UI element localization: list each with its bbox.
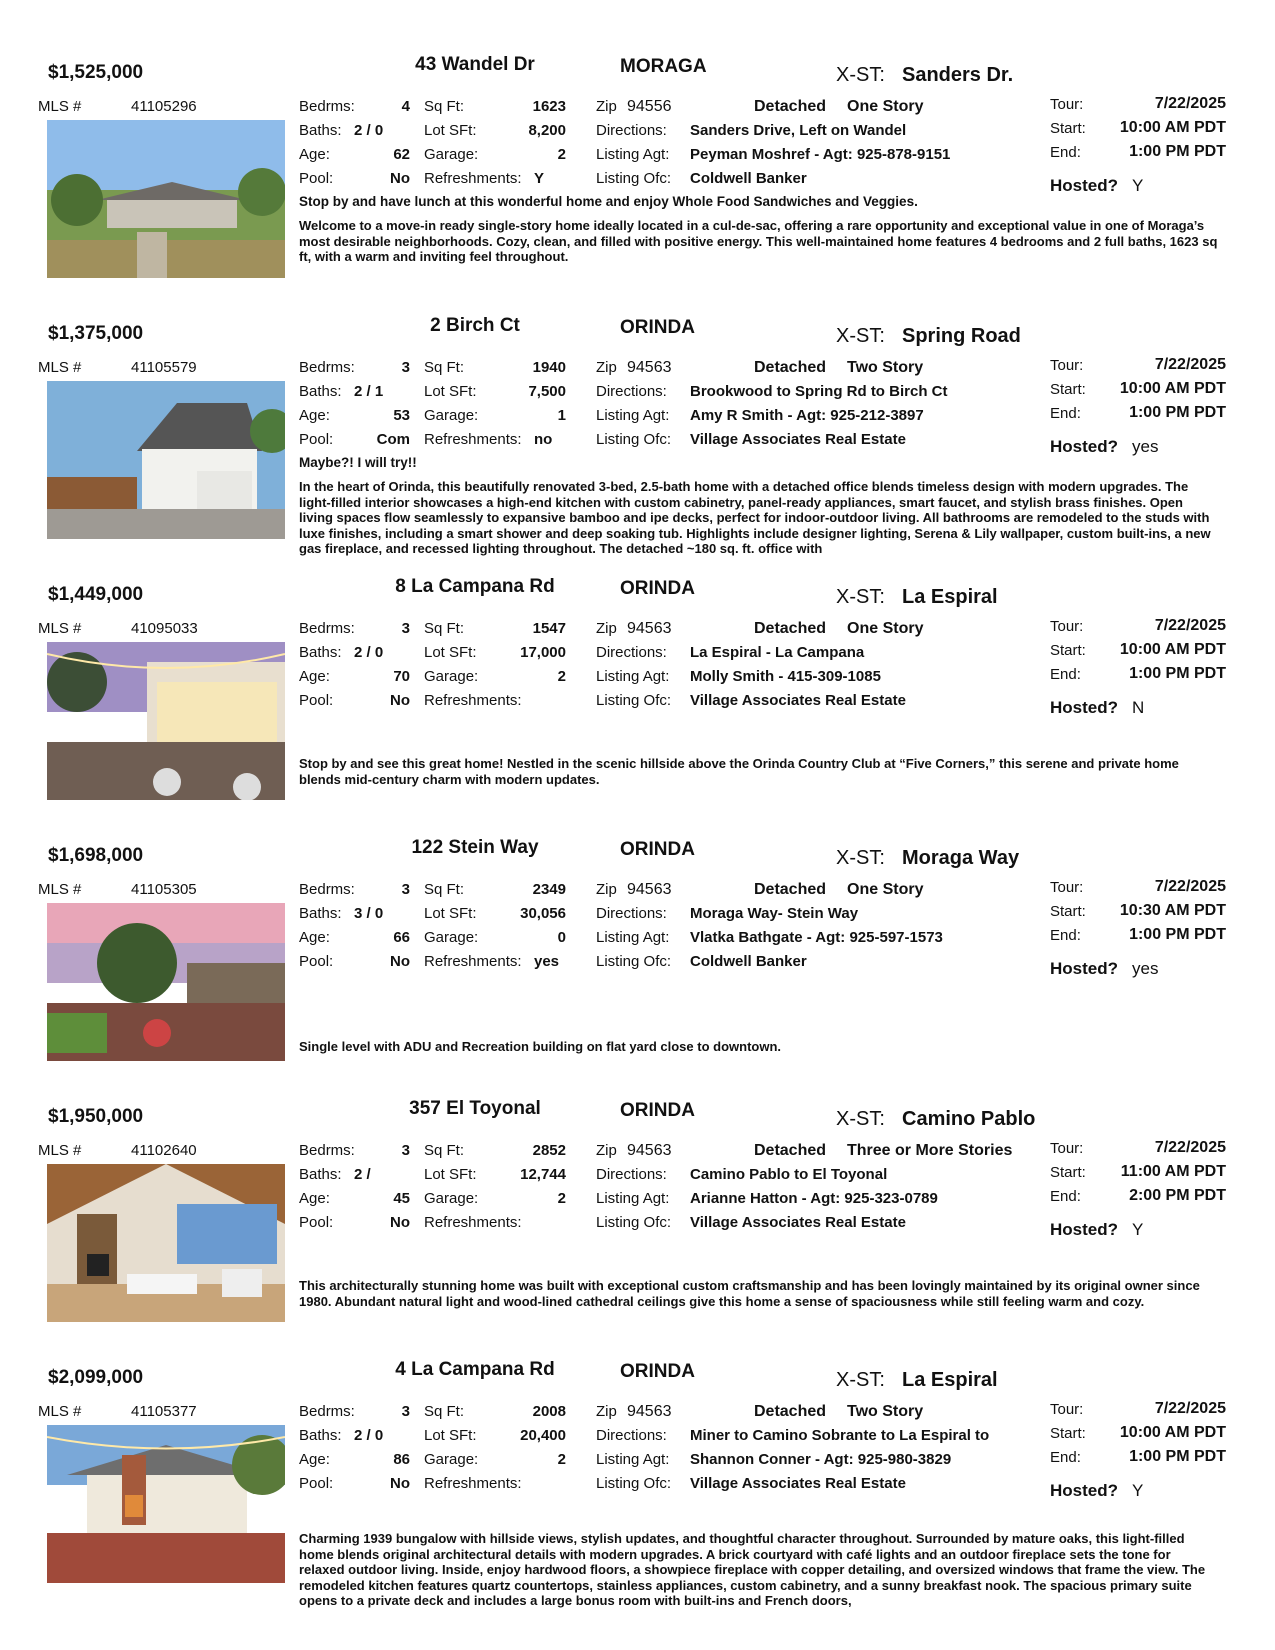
listing-description: Welcome to a move-in ready single-story home ideally located in a cul-de-sac, offering a rare opportunity and exceptional value in one of Moraga’s most desirable neighborhoods. Cozy, clean, and filled with positive energy. This well-maintained home features 4 bedrooms and 2 full baths, 1623 sq ft, with a warm and inviting feel throughout. (299, 218, 1218, 264)
cross-street-label: X-ST: (836, 1108, 885, 1130)
mls-number[interactable]: 41105579 (131, 359, 197, 376)
bedrooms-label: Bedrms: (299, 1403, 355, 1420)
hosted-value: yes (1132, 437, 1159, 456)
cross-street-label: X-ST: (836, 325, 885, 347)
sqft-label: Sq Ft: (424, 98, 465, 115)
tour-end: 1:00 PM PDT (1129, 404, 1226, 421)
lot-value: 17,000 (520, 644, 566, 661)
garage-label: Garage: (424, 668, 479, 685)
property-type: Detached (754, 881, 827, 898)
hosted-label: Hosted? (1050, 959, 1118, 978)
bedrooms-label: Bedrms: (299, 359, 355, 376)
tour-date: 7/22/2025 (1154, 878, 1226, 895)
listing-city: ORINDA (620, 317, 695, 338)
listing-address[interactable]: 43 Wandel Dr (415, 54, 535, 75)
lot-label: Lot SFt: (424, 1166, 477, 1183)
start-label: Start: (1050, 1425, 1086, 1442)
directions-value: La Espiral - La Campana (690, 644, 865, 661)
garage-label: Garage: (424, 407, 479, 424)
listing-photo[interactable] (47, 642, 285, 800)
age-label: Age: (299, 146, 330, 163)
baths-label: Baths: (299, 905, 342, 922)
tour-end: 1:00 PM PDT (1129, 143, 1226, 160)
baths-label: Baths: (299, 1166, 342, 1183)
stories: Three or More Stories (847, 1142, 1013, 1159)
bedrooms-value: 3 (401, 620, 410, 637)
stories: One Story (847, 620, 924, 637)
listing-photo[interactable] (47, 1164, 285, 1322)
cross-street-value: Sanders Dr. (902, 64, 1014, 86)
listing-photo[interactable] (47, 903, 285, 1061)
hosted-label: Hosted? (1050, 1220, 1118, 1239)
pool-label: Pool: (299, 692, 334, 709)
pool-value: No (390, 1214, 410, 1231)
lot-value: 7,500 (528, 383, 566, 400)
zip-label: Zip (596, 881, 617, 898)
agent-value[interactable]: Molly Smith - 415-309-1085 (690, 668, 881, 685)
pool-value: Com (376, 431, 410, 448)
sqft-label: Sq Ft: (424, 620, 465, 637)
mls-number[interactable]: 41095033 (131, 620, 198, 637)
office-value: Village Associates Real Estate (690, 1475, 906, 1492)
stories: One Story (847, 98, 924, 115)
tour-start: 10:00 AM PDT (1119, 119, 1226, 136)
hosted-value: yes (1132, 959, 1159, 978)
cross-street-value: Spring Road (902, 325, 1021, 347)
agent-value[interactable]: Arianne Hatton - Agt: 925-323-0789 (690, 1190, 938, 1207)
listing-address[interactable]: 4 La Campana Rd (395, 1359, 555, 1380)
pool-label: Pool: (299, 953, 334, 970)
zip-label: Zip (596, 1403, 617, 1420)
sqft-label: Sq Ft: (424, 881, 465, 898)
end-label: End: (1050, 927, 1081, 944)
sqft-value: 1940 (532, 359, 566, 376)
listing-card (0, 1353, 1275, 1611)
stories: One Story (847, 881, 924, 898)
cross-street-value: Moraga Way (902, 847, 1020, 869)
sqft-label: Sq Ft: (424, 1142, 465, 1159)
directions-value: Brookwood to Spring Rd to Birch Ct (690, 383, 948, 400)
property-type: Detached (754, 359, 827, 376)
office-label: Listing Ofc: (596, 1475, 672, 1492)
end-label: End: (1050, 1188, 1081, 1205)
hosted-label: Hosted? (1050, 1481, 1118, 1500)
age-value: 53 (393, 407, 410, 424)
garage-value: 2 (557, 1190, 566, 1207)
office-label: Listing Ofc: (596, 692, 672, 709)
age-value: 86 (393, 1451, 410, 1468)
directions-value: Miner to Camino Sobrante to La Espiral to (690, 1427, 990, 1444)
hosted-value: Y (1132, 176, 1144, 195)
garage-label: Garage: (424, 929, 479, 946)
refreshments-label: Refreshments: (424, 692, 522, 709)
listing-description: This architecturally stunning home was built with exceptional custom craftsmanship and has been lovingly maintained by its original owner since 1980. Abundant natural light and wood-lined cathedral ceilings give this home a sense of spaciousness while still feeling warm and cozy. (299, 1278, 1200, 1309)
age-value: 66 (393, 929, 410, 946)
start-label: Start: (1050, 903, 1086, 920)
directions-value: Camino Pablo to El Toyonal (690, 1166, 888, 1183)
agent-label: Listing Agt: (596, 407, 670, 424)
agent-value[interactable]: Vlatka Bathgate - Agt: 925-597-1573 (690, 929, 943, 946)
hosted-value: Y (1132, 1220, 1144, 1239)
age-value: 62 (393, 146, 410, 163)
refreshments-label: Refreshments: (424, 431, 522, 448)
zip-label: Zip (596, 620, 617, 637)
tour-end: 2:00 PM PDT (1129, 1187, 1226, 1204)
tour-start: 10:00 AM PDT (1119, 380, 1226, 397)
age-label: Age: (299, 1451, 330, 1468)
garage-value: 2 (557, 146, 566, 163)
property-type: Detached (754, 1142, 827, 1159)
tour-label: Tour: (1050, 96, 1084, 113)
zip-label: Zip (596, 98, 617, 115)
listing-price: $1,375,000 (48, 323, 144, 344)
listing-price: $1,698,000 (48, 845, 144, 866)
tour-date: 7/22/2025 (1154, 356, 1226, 373)
hosted-label: Hosted? (1050, 698, 1118, 717)
refreshments-label: Refreshments: (424, 953, 522, 970)
tour-end: 1:00 PM PDT (1129, 926, 1226, 943)
listing-city: ORINDA (620, 839, 695, 860)
end-label: End: (1050, 1449, 1081, 1466)
refreshments-value: yes (534, 953, 560, 970)
listing-card (0, 831, 1275, 1089)
listing-remark: Stop by and have lunch at this wonderful home and enjoy Whole Food Sandwiches and Veggies. (299, 194, 918, 209)
start-label: Start: (1050, 120, 1086, 137)
end-label: End: (1050, 405, 1081, 422)
directions-label: Directions: (596, 1427, 667, 1444)
lot-value: 8,200 (528, 122, 566, 139)
age-label: Age: (299, 668, 330, 685)
listing-city: ORINDA (620, 1100, 695, 1121)
garage-label: Garage: (424, 1451, 479, 1468)
pool-label: Pool: (299, 1475, 334, 1492)
zip-value: 94563 (627, 359, 672, 376)
listing-card (0, 570, 1275, 828)
listing-address[interactable]: 122 Stein Way (411, 837, 539, 858)
agent-label: Listing Agt: (596, 1451, 670, 1468)
directions-value: Moraga Way- Stein Way (690, 905, 859, 922)
mls-label: MLS # (38, 881, 82, 898)
listing-card (0, 1092, 1275, 1350)
baths-value: 2 / (354, 1166, 371, 1183)
age-label: Age: (299, 1190, 330, 1207)
tour-label: Tour: (1050, 357, 1084, 374)
zip-label: Zip (596, 359, 617, 376)
sqft-value: 2852 (532, 1142, 566, 1159)
cross-street-value: Camino Pablo (902, 1108, 1036, 1130)
zip-value: 94563 (627, 1403, 672, 1420)
bedrooms-value: 3 (401, 1403, 410, 1420)
lot-label: Lot SFt: (424, 1427, 477, 1444)
age-value: 70 (393, 668, 410, 685)
baths-value: 2 / 0 (354, 1427, 384, 1444)
office-value: Village Associates Real Estate (690, 692, 906, 709)
mls-number[interactable]: 41105305 (131, 881, 197, 898)
property-type: Detached (754, 1403, 827, 1420)
lot-label: Lot SFt: (424, 122, 477, 139)
cross-street-label: X-ST: (836, 1369, 885, 1391)
office-label: Listing Ofc: (596, 431, 672, 448)
lot-value: 20,400 (520, 1427, 566, 1444)
directions-label: Directions: (596, 644, 667, 661)
listing-photo[interactable] (47, 381, 285, 539)
agent-label: Listing Agt: (596, 929, 670, 946)
listing-photo[interactable] (47, 120, 285, 278)
mls-label: MLS # (38, 359, 82, 376)
mls-label: MLS # (38, 1142, 82, 1159)
directions-label: Directions: (596, 383, 667, 400)
listing-description: In the heart of Orinda, this beautifully renovated 3-bed, 2.5-bath home with a detached office blends timeless design with modern upgrades. The light-filled interior showcases a high-end kitchen with custom cabinetry, panel-ready appliances, smart faucet, and stylish brass finishes. Open living spaces flow seamlessly to expansive bamboo and ipe decks, perfect for indoor-outdoor living. All bathrooms are remodeled to the studs with luxe finishes, including a smart shower and deep soaking tub. Highlights include designer lighting, Serena & Lily wallpaper, custom built-ins, a new gas fireplace, and recessed lighting throughout. The detached ~180 sq. ft. office with (299, 479, 1211, 556)
garage-value: 2 (557, 668, 566, 685)
office-value: Village Associates Real Estate (690, 1214, 906, 1231)
listing-address[interactable]: 357 El Toyonal (409, 1098, 541, 1119)
baths-value: 3 / 0 (354, 905, 384, 922)
tour-label: Tour: (1050, 1401, 1084, 1418)
refreshments-label: Refreshments: (424, 170, 522, 187)
tour-date: 7/22/2025 (1154, 1139, 1226, 1156)
pool-value: No (390, 1475, 410, 1492)
baths-label: Baths: (299, 122, 342, 139)
zip-value: 94563 (627, 1142, 672, 1159)
bedrooms-label: Bedrms: (299, 98, 355, 115)
sqft-value: 1623 (532, 98, 566, 115)
garage-value: 1 (557, 407, 566, 424)
property-type: Detached (754, 98, 827, 115)
end-label: End: (1050, 666, 1081, 683)
tour-date: 7/22/2025 (1154, 95, 1226, 112)
property-type: Detached (754, 620, 827, 637)
mls-number[interactable]: 41105377 (131, 1403, 197, 1420)
office-label: Listing Ofc: (596, 170, 672, 187)
agent-label: Listing Agt: (596, 1190, 670, 1207)
tour-label: Tour: (1050, 618, 1084, 635)
hosted-label: Hosted? (1050, 437, 1118, 456)
bedrooms-label: Bedrms: (299, 881, 355, 898)
lot-value: 30,056 (520, 905, 566, 922)
garage-value: 0 (557, 929, 566, 946)
pool-label: Pool: (299, 1214, 334, 1231)
listing-price: $1,950,000 (48, 1106, 144, 1127)
office-value: Coldwell Banker (690, 953, 807, 970)
hosted-value: Y (1132, 1481, 1144, 1500)
bedrooms-value: 4 (401, 98, 410, 115)
directions-label: Directions: (596, 1166, 667, 1183)
lot-label: Lot SFt: (424, 905, 477, 922)
agent-value[interactable]: Amy R Smith - Agt: 925-212-3897 (690, 407, 924, 424)
office-value: Coldwell Banker (690, 170, 807, 187)
start-label: Start: (1050, 1164, 1086, 1181)
bedrooms-value: 3 (401, 1142, 410, 1159)
listing-address[interactable]: 2 Birch Ct (430, 315, 520, 336)
pool-value: No (390, 953, 410, 970)
directions-value: Sanders Drive, Left on Wandel (690, 122, 907, 139)
office-label: Listing Ofc: (596, 953, 672, 970)
mls-number[interactable]: 41102640 (131, 1142, 197, 1159)
pool-value: No (390, 692, 410, 709)
tour-start: 10:30 AM PDT (1119, 902, 1226, 919)
mls-label: MLS # (38, 1403, 82, 1420)
tour-end: 1:00 PM PDT (1129, 665, 1226, 682)
office-label: Listing Ofc: (596, 1214, 672, 1231)
listing-city: ORINDA (620, 578, 695, 599)
refreshments-label: Refreshments: (424, 1214, 522, 1231)
stories: Two Story (847, 1403, 924, 1420)
directions-label: Directions: (596, 905, 667, 922)
start-label: Start: (1050, 642, 1086, 659)
zip-label: Zip (596, 1142, 617, 1159)
sqft-value: 1547 (532, 620, 566, 637)
baths-label: Baths: (299, 1427, 342, 1444)
agent-label: Listing Agt: (596, 668, 670, 685)
cross-street-label: X-ST: (836, 64, 885, 86)
bedrooms-label: Bedrms: (299, 620, 355, 637)
agent-value[interactable]: Peyman Moshref - Agt: 925-878-9151 (690, 146, 951, 163)
bedrooms-value: 3 (401, 881, 410, 898)
sqft-value: 2349 (532, 881, 566, 898)
listing-price: $1,525,000 (48, 62, 144, 83)
lot-label: Lot SFt: (424, 383, 477, 400)
baths-value: 2 / 0 (354, 644, 384, 661)
pool-label: Pool: (299, 170, 334, 187)
tour-end: 1:00 PM PDT (1129, 1448, 1226, 1465)
baths-value: 2 / 1 (354, 383, 384, 400)
lot-value: 12,744 (520, 1166, 566, 1183)
agent-label: Listing Agt: (596, 146, 670, 163)
end-label: End: (1050, 144, 1081, 161)
baths-value: 2 / 0 (354, 122, 384, 139)
tour-start: 10:00 AM PDT (1119, 1424, 1226, 1441)
tour-start: 11:00 AM PDT (1120, 1163, 1226, 1180)
sqft-label: Sq Ft: (424, 359, 465, 376)
listing-price: $2,099,000 (48, 1367, 144, 1388)
refreshments-label: Refreshments: (424, 1475, 522, 1492)
sqft-label: Sq Ft: (424, 1403, 465, 1420)
zip-value: 94556 (627, 98, 672, 115)
listing-description: Stop by and see this great home! Nestled in the scenic hillside above the Orinda Country Club at “Five Corners,” this serene and private home blends mid-century charm with modern updates. (299, 756, 1179, 787)
tour-start: 10:00 AM PDT (1119, 641, 1226, 658)
mls-number[interactable]: 41105296 (131, 98, 197, 115)
garage-value: 2 (557, 1451, 566, 1468)
baths-label: Baths: (299, 644, 342, 661)
refreshments-value: no (534, 431, 553, 448)
bedrooms-label: Bedrms: (299, 1142, 355, 1159)
listing-city: ORINDA (620, 1361, 695, 1382)
cross-street-value: La Espiral (902, 1369, 998, 1391)
hosted-value: N (1132, 698, 1145, 717)
hosted-label: Hosted? (1050, 176, 1118, 195)
age-value: 45 (393, 1190, 410, 1207)
tour-date: 7/22/2025 (1154, 617, 1226, 634)
age-label: Age: (299, 929, 330, 946)
listing-card (0, 309, 1275, 567)
pool-label: Pool: (299, 431, 334, 448)
listing-city: MORAGA (620, 56, 707, 77)
zip-value: 94563 (627, 881, 672, 898)
pool-value: No (390, 170, 410, 187)
listing-description: Single level with ADU and Recreation building on flat yard close to downtown. (299, 1039, 782, 1054)
mls-label: MLS # (38, 98, 82, 115)
cross-street-label: X-ST: (836, 847, 885, 869)
listing-address[interactable]: 8 La Campana Rd (395, 576, 555, 597)
listing-photo[interactable] (47, 1425, 285, 1583)
agent-value[interactable]: Shannon Conner - Agt: 925-980-3829 (690, 1451, 952, 1468)
mls-label: MLS # (38, 620, 82, 637)
start-label: Start: (1050, 381, 1086, 398)
listing-description: Charming 1939 bungalow with hillside views, stylish updates, and thoughtful character throughout. Surrounded by mature oaks, this light-filled home blends original architectural details with modern upgrades. A brick courtyard with café lights and an outdoor fireplace sets the tone for relaxed outdoor living. Inside, enjoy hardwood floors, a showpiece fireplace with copper detailing, and oversized windows that frame the view. The remodeled kitchen features quartz countertops, stainless appliances, custom cabinetry, and a sunny breakfast nook. The spacious primary suite opens to a private deck and includes a large bonus room with built-ins and French doors, (299, 1531, 1206, 1608)
sqft-value: 2008 (532, 1403, 566, 1420)
baths-label: Baths: (299, 383, 342, 400)
zip-value: 94563 (627, 620, 672, 637)
listing-remark: Maybe?! I will try!! (299, 455, 417, 470)
tour-label: Tour: (1050, 1140, 1084, 1157)
stories: Two Story (847, 359, 924, 376)
listing-card (0, 48, 1275, 306)
cross-street-label: X-ST: (836, 586, 885, 608)
garage-label: Garage: (424, 1190, 479, 1207)
tour-label: Tour: (1050, 879, 1084, 896)
listing-price: $1,449,000 (48, 584, 144, 605)
office-value: Village Associates Real Estate (690, 431, 906, 448)
lot-label: Lot SFt: (424, 644, 477, 661)
tour-date: 7/22/2025 (1154, 1400, 1226, 1417)
refreshments-value: Y (534, 170, 545, 187)
directions-label: Directions: (596, 122, 667, 139)
cross-street-value: La Espiral (902, 586, 998, 608)
garage-label: Garage: (424, 146, 479, 163)
bedrooms-value: 3 (401, 359, 410, 376)
age-label: Age: (299, 407, 330, 424)
